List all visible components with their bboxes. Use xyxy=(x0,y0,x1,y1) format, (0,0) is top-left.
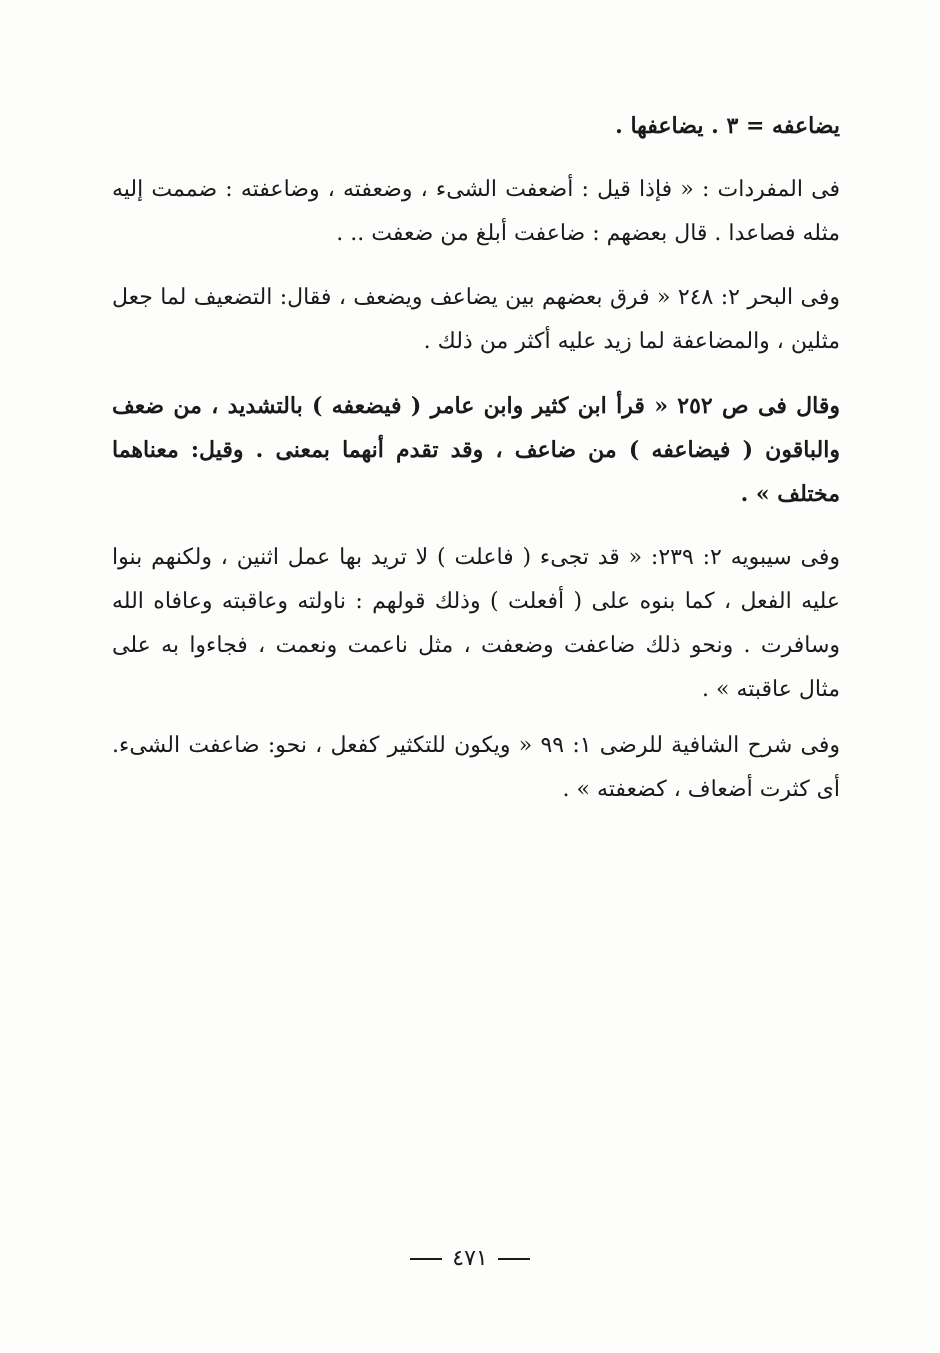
paragraph-bahr: وفى البحر ٢: ٢٤٨ « فرق بعضهم بين يضاعف ويضعف ، فقال: التضعيف لما جعل مثلين ، والمضاعفة لما زيد عليه أكثر من ذلك . xyxy=(112,285,840,354)
paragraph-mufradat: فى المفردات : « فإذا قيل : أضعفت الشىء ، وضعفته ، وضاعفته : ضممت إليه مثله فصاعدا . قال بعضهم : ضاعفت أبلغ من ضعفت .. . xyxy=(112,177,840,246)
page-heading: يضاعفه = ٣ . يضاعفها . xyxy=(615,113,840,139)
page-footer xyxy=(0,1246,940,1271)
footer-dash-right xyxy=(498,1258,530,1260)
footer-dash-left xyxy=(410,1258,442,1260)
paragraph-sibawayh: وفى سيبويه ٢: ٢٣٩: « قد تجىء ( فاعلت ) لا تريد بها عمل اثنين ، ولكنهم بنوا عليه الفعل ، كما بنوه على ( أفعلت ) وذلك قولهم : ناولته وعاقبته وعافاه الله وسافرت . ونحو ذلك ضاعفت وضعفت ، مثل ناعمت ونعمت ، فجاءوا به على مثال عاقبته » . xyxy=(112,545,840,702)
paragraph-shafia: وفى شرح الشافية للرضى ١: ٩٩ « ويكون للتكثير كفعل ، نحو: ضاعفت الشىء. أى كثرت أضعاف ، كضعفته » . xyxy=(112,733,841,802)
page-number: ٤٧١ xyxy=(452,1246,488,1271)
paragraph-qal: وقال فى ص ٢٥٢ « قرأ ابن كثير وابن عامر ( فيضعفه ) بالتشديد ، من ضعف والباقون ( فيضاعفه ) من ضاعف ، وقد تقدم أنهما بمعنى . وقيل: معناهما مختلف » . xyxy=(112,393,840,507)
